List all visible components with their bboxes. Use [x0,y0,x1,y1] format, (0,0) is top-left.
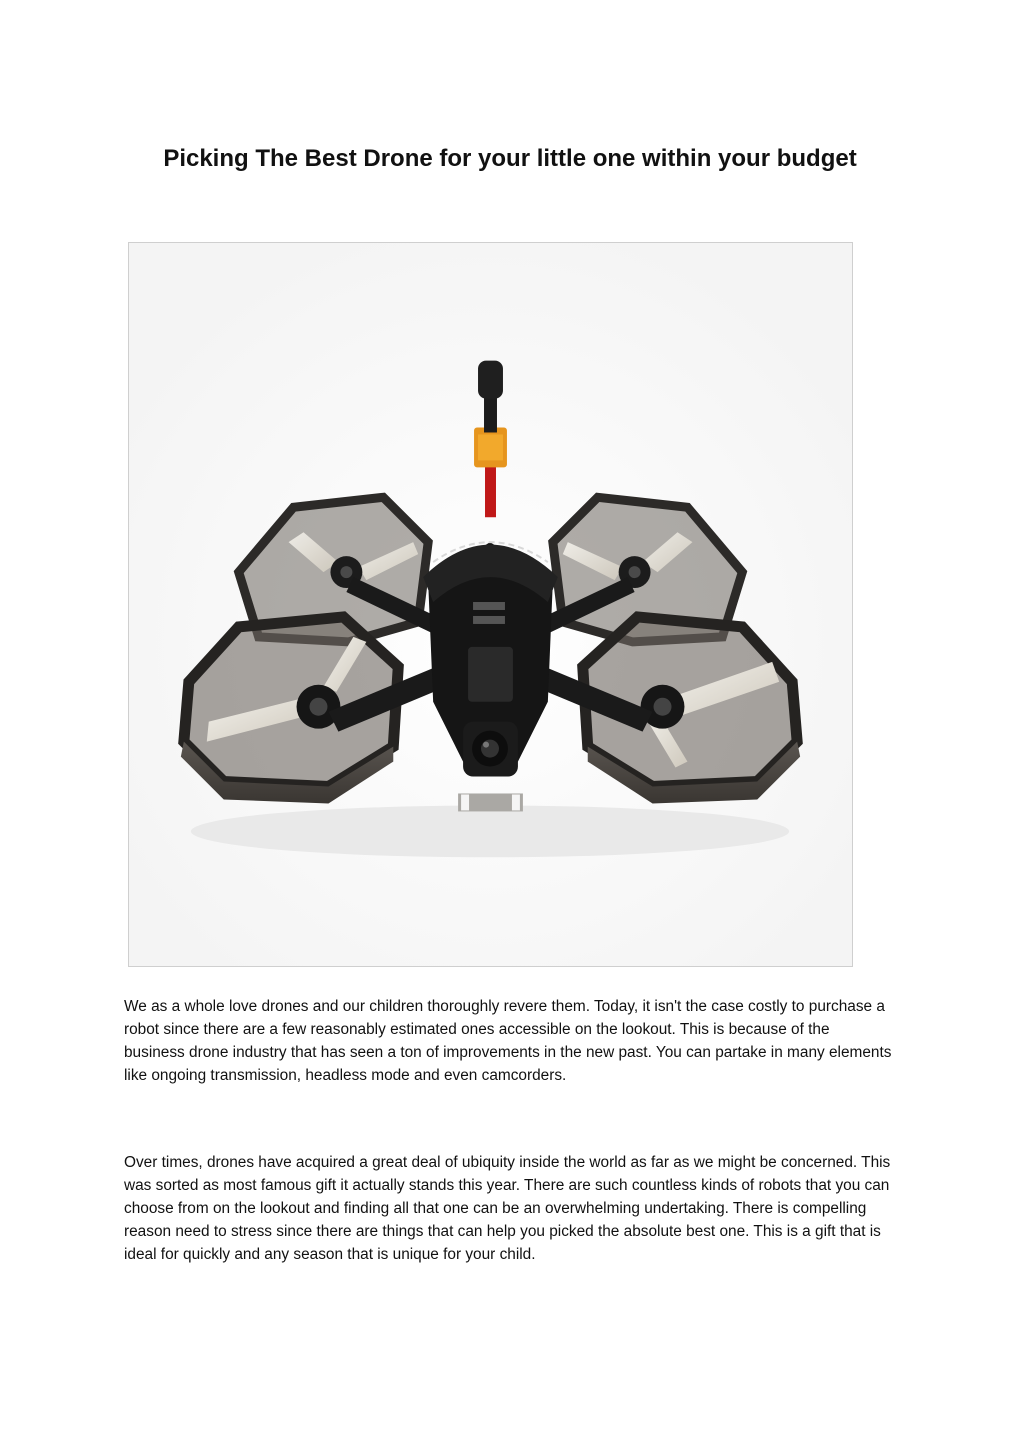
drone-image [128,242,853,967]
drone-photo-icon [129,243,852,966]
page-title: Picking The Best Drone for your little one within your budget [163,145,857,172]
paragraph: We as a whole love drones and our children thoroughly revere them. Today, it isn't the case costly to purchase a robot since there are a few reasonably estimated ones accessible on the lookout. This is because of the business drone industry that has seen a ton of improvements in the new past. You can partake in many elements like ongoing transmission, headless mode and even camcorders. [124,998,892,1084]
paragraph: Over times, drones have acquired a great deal of ubiquity inside the world as far as we might be concerned. This was sorted as most famous gift it actually stands this year. There are such countless kinds of robots that you can choose from on the lookout and finding all that one can be an overwhelming undertaking. There is compelling reason need to stress since there are things that can help you picked the absolute best one. This is a gift that is ideal for quickly and any season that is unique for your child. [124,1154,891,1263]
